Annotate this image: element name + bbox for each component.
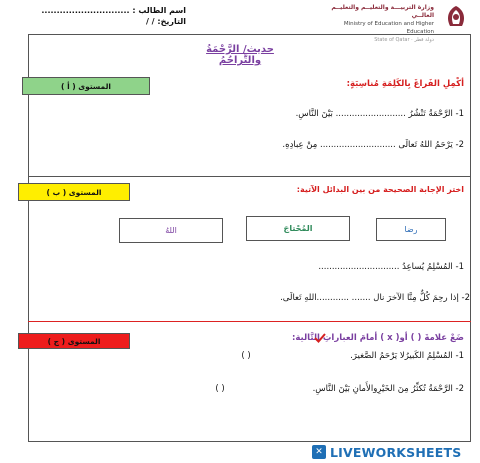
instruction-b: اختر الإجابة الصحيحة من بين البدائل الآتية: xyxy=(296,185,464,194)
ministry-name-en: Ministry of Education and Higher Education xyxy=(343,21,434,35)
student-name-row xyxy=(41,6,186,15)
question-a1[interactable]: 1- الرَّحْمَةُ تَنْشُرُ .......................... بَيْنَ النَّاسِ. xyxy=(295,109,464,119)
choice-reda-label: رضا xyxy=(404,225,418,234)
student-name-dots: ............................. xyxy=(41,6,130,15)
liveworksheets-logo xyxy=(312,444,461,460)
instruction-c xyxy=(230,333,464,343)
level-badge-a-label: المستوى ( أ ) xyxy=(61,81,111,91)
checkmark-icon xyxy=(314,333,326,343)
instruction-c-text: ضَعْ علامةَ ( ) أو( x ) أمامَ العباراتِ التَّالية: xyxy=(291,333,464,343)
date-label: التاريخ: xyxy=(157,17,186,26)
level-badge-b-label: المستوى ( ب ) xyxy=(46,187,102,197)
level-badge-b xyxy=(18,183,130,201)
instruction-a: أكْمِلِ الفَراغَ بِالكَلِمَةِ مُناسِبَةٍ: xyxy=(346,79,464,89)
ministry-logo-icon xyxy=(438,4,474,28)
liveworksheets-badge-icon: ✕ xyxy=(312,445,326,459)
page-title: حديث/ الرَّحْمَةُ والتَّراحُمُ xyxy=(206,44,274,66)
choice-allah[interactable] xyxy=(119,218,223,243)
date-slashes: / / xyxy=(145,17,155,26)
answer-box-c1[interactable]: ( ) xyxy=(241,351,251,361)
ministry-subtitle: State of Qatar · دولة قطر xyxy=(374,37,434,43)
liveworksheets-brand: LIVEWORKSHEETS xyxy=(330,444,462,460)
level-badge-c-label: المستوى ( ج ) xyxy=(47,336,101,346)
question-b1[interactable]: 1- المُسْلِمُ يُساعِدُ .............................. xyxy=(318,262,464,272)
section-divider-2 xyxy=(28,321,471,322)
choice-reda[interactable] xyxy=(376,218,446,241)
question-a2[interactable]: 2- يَرْحَمُ اللهُ تَعالَى ............................ مِنْ عِبادِهِ. xyxy=(282,140,464,150)
level-badge-c xyxy=(18,333,130,349)
choice-allah-label: اللهُ xyxy=(165,226,177,235)
choice-muhtaj[interactable] xyxy=(246,216,350,241)
section-divider-1 xyxy=(28,176,471,177)
ministry-name-ar: وزارة التربيـــة والتعليــم والتعليــم العالــي xyxy=(331,4,434,19)
date-row xyxy=(80,17,186,26)
student-name-label: اسم الطالب : xyxy=(132,6,186,15)
level-badge-a xyxy=(22,77,150,95)
question-c1: 1- المُسْلِمُ الكَبيرُلا يَرْحَمُ الصَّغيرَ. xyxy=(350,351,464,361)
answer-box-c2[interactable]: ( ) xyxy=(215,384,225,394)
choice-muhtaj-label: المُحْتاجَ xyxy=(283,224,313,233)
question-b2[interactable]: 2- إذا رحِمَ كُلٌّ مِنَّا الآخرَ نال ....... ............اللهِ تَعالَى. xyxy=(280,293,470,303)
question-c2: 2- الرَّحْمَةُ تُكثِّرُ مِنَ الخَيْرِوالأَمانِ بَيْنَ النَّاسِ. xyxy=(312,384,464,394)
